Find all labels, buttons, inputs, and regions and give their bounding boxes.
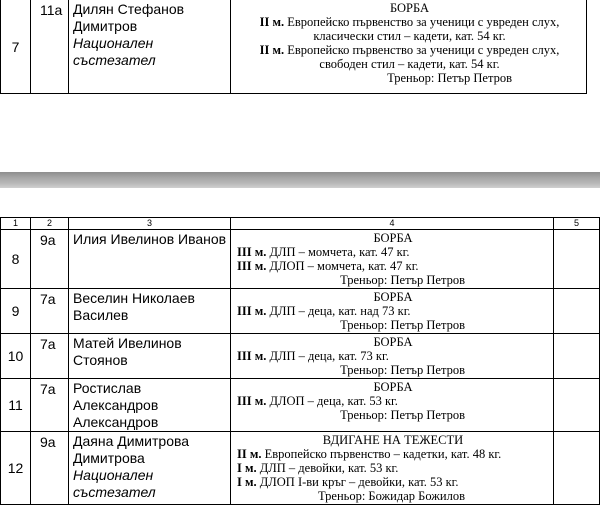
achievements: [231, 230, 554, 289]
student-name: [69, 379, 231, 432]
name-line: Даяна Димитрова: [73, 433, 190, 449]
row-number: 7: [1, 0, 31, 94]
sport-title: ВДИГАНЕ НА ТЕЖЕСТИ: [322, 433, 464, 447]
sport-title: БОРБА: [373, 335, 413, 349]
row-number: 10: [1, 334, 31, 379]
result-line: [237, 15, 582, 29]
table-row: [1, 432, 600, 505]
place: III м.: [237, 245, 267, 259]
row-number: 9: [1, 289, 31, 334]
place: III м.: [237, 349, 267, 363]
sport-title: БОРБА: [373, 380, 413, 394]
coach: Треньор: Петър Петров: [340, 318, 465, 332]
grade: 9а: [31, 432, 69, 505]
result-text: Европейско първенство за ученици с увреден слух,: [284, 15, 560, 29]
student-name: [69, 230, 231, 289]
table-row: [1, 379, 600, 432]
result-text: ДЛОП I-ви кръг – девойки, кат. 53 кг.: [256, 475, 459, 489]
result-line: [237, 349, 549, 363]
column-number: 3: [69, 218, 231, 230]
achievements: [231, 0, 587, 94]
achievements: [231, 334, 554, 379]
result-line-cont: класически стил – кадети, кат. 54 кг.: [313, 29, 506, 43]
empty-cell: [554, 379, 600, 432]
result-line: [237, 461, 549, 475]
result-text: Европейско първенство за ученици с увреден слух,: [284, 43, 560, 57]
student-name: [69, 289, 231, 334]
coach: Треньор: Петър Петров: [340, 273, 465, 287]
grade: 7а: [31, 334, 69, 379]
place: I м.: [237, 461, 257, 475]
coach: Треньор: Петър Петров: [340, 363, 465, 377]
place: II м.: [237, 447, 262, 461]
result-text: ДЛП – деца, кат. 73 кг.: [266, 349, 389, 363]
column-number: 5: [554, 218, 600, 230]
column-number: 4: [231, 218, 554, 230]
coach: Треньор: Петър Петров: [387, 71, 512, 85]
result-line: [237, 304, 549, 318]
place: III м.: [237, 394, 267, 408]
result-line: [237, 447, 549, 461]
result-line: [237, 43, 582, 57]
national-label: Национален: [73, 467, 154, 483]
place: II м.: [259, 15, 285, 29]
coach: Треньор: Божидар Божилов: [317, 489, 465, 503]
student-name: [69, 0, 231, 94]
row-number: 12: [1, 432, 31, 505]
empty-cell: [554, 230, 600, 289]
achievements: [231, 432, 554, 505]
place: I м.: [237, 475, 257, 489]
grade: 7а: [31, 379, 69, 432]
result-text: ДЛОП – деца, кат. 53 кг.: [266, 394, 398, 408]
awards-table: [0, 217, 600, 505]
table-row: [1, 0, 587, 94]
empty-cell: [554, 432, 600, 505]
page-bottom: [0, 188, 600, 503]
name-line: Ростислав Александров: [73, 380, 159, 413]
awards-table-top: [0, 0, 587, 94]
page-top: [0, 0, 600, 172]
name-line: Веселин Николаев: [73, 290, 195, 306]
table-row: [1, 289, 600, 334]
column-number: 2: [31, 218, 69, 230]
table-row: [1, 230, 600, 289]
result-text: ДЛП – момчета, кат. 47 кг.: [266, 245, 410, 259]
name-line: Димитров: [73, 18, 138, 34]
column-number: 1: [1, 218, 31, 230]
grade: 9а: [31, 230, 69, 289]
result-text: ДЛП – девойки, кат. 53 кг.: [256, 461, 399, 475]
achievements: [231, 379, 554, 432]
name-line: Илия Ивелинов Иванов: [73, 231, 227, 247]
result-line: [237, 475, 549, 489]
name-line: Стоянов: [73, 352, 128, 368]
table-row: [1, 334, 600, 379]
row-number: 11: [1, 379, 31, 432]
result-text: ДЛП – деца, кат. над 73 кг.: [266, 304, 411, 318]
row-number: 8: [1, 230, 31, 289]
result-text: ДЛОП – момчета, кат. 47 кг.: [266, 259, 419, 273]
name-line: Василев: [73, 307, 129, 323]
result-line: [237, 259, 549, 273]
coach: Треньор: Петър Петров: [340, 408, 465, 422]
sport-title: БОРБА: [373, 290, 413, 304]
page-separator: [0, 172, 600, 188]
place: III м.: [237, 304, 267, 318]
empty-cell: [554, 334, 600, 379]
result-text: Европейско първенство – кадетки, кат. 48 кг.: [261, 447, 502, 461]
national-label: състезател: [73, 484, 156, 500]
achievements: [231, 289, 554, 334]
empty-cell: [554, 289, 600, 334]
place: II м.: [259, 43, 285, 57]
sport-title: БОРБА: [389, 1, 430, 15]
student-name: [69, 432, 231, 505]
national-label: Национален: [73, 35, 154, 51]
column-numbers: [1, 218, 600, 230]
sport-title: БОРБА: [373, 231, 413, 245]
result-line-cont: свободен стил – кадети, кат. 54 кг.: [319, 57, 500, 71]
name-line: Александров: [73, 414, 159, 430]
grade: 11а: [31, 0, 69, 94]
result-line: [237, 394, 549, 408]
national-label: състезател: [73, 52, 156, 68]
name-line: Матей Ивелинов: [73, 335, 182, 351]
result-line: [237, 245, 549, 259]
name-line: Дилян Стефанов: [73, 1, 185, 17]
grade: 7а: [31, 289, 69, 334]
name-line: Димитрова: [73, 450, 145, 466]
student-name: [69, 334, 231, 379]
place: III м.: [237, 259, 267, 273]
